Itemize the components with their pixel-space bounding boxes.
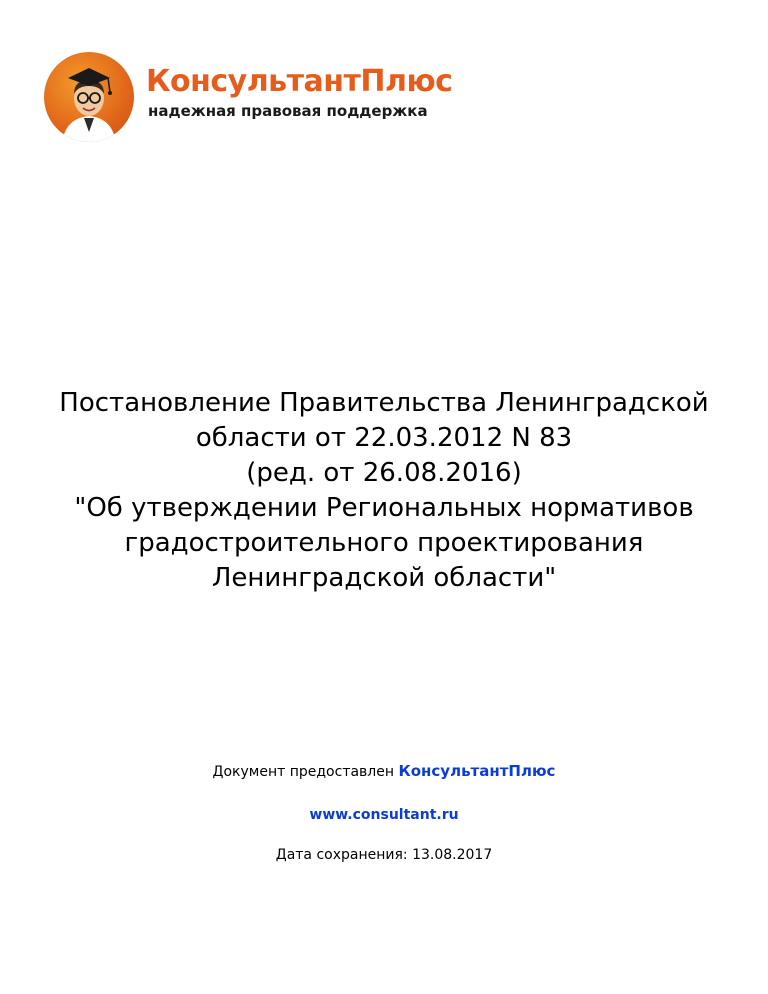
provided-by-brand-link[interactable]: КонсультантПлюс bbox=[398, 762, 556, 780]
logo-brand-text: КонсультантПлюс bbox=[146, 64, 453, 99]
title-line: Постановление Правительства Ленинградской bbox=[59, 388, 709, 418]
saved-date-value: 13.08.2017 bbox=[412, 847, 493, 863]
title-line: (ред. от 26.08.2016) bbox=[246, 458, 522, 488]
website-link[interactable]: www.consultant.ru bbox=[309, 807, 459, 823]
provided-by-label: Документ предоставлен bbox=[212, 764, 395, 780]
saved-date bbox=[0, 846, 768, 864]
logo-tagline: надежная правовая поддержка bbox=[148, 102, 428, 120]
title-line: "Об утверждении Региональных нормативов bbox=[74, 493, 694, 523]
title-line: Ленинградской области" bbox=[211, 563, 557, 593]
consultant-logo bbox=[44, 52, 453, 142]
provided-by bbox=[0, 762, 768, 781]
title-line: области от 22.03.2012 N 83 bbox=[195, 423, 573, 453]
professor-mascot-icon bbox=[44, 52, 134, 142]
document-title bbox=[0, 386, 768, 596]
saved-date-label: Дата сохранения: bbox=[275, 847, 408, 863]
title-line: градостроительного проектирования bbox=[124, 528, 644, 558]
